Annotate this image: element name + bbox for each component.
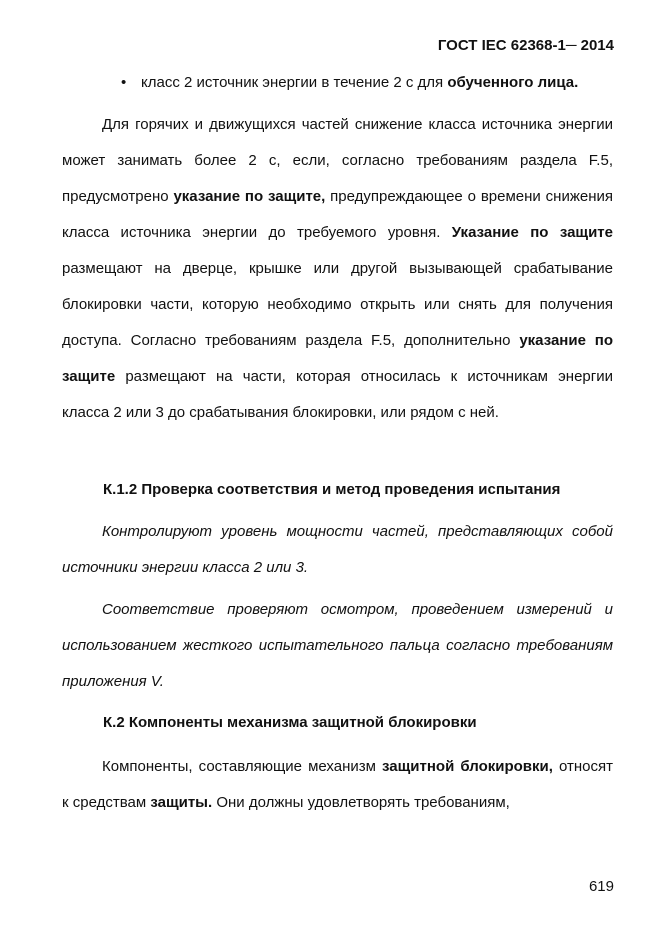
compliance-text-inspection: Соответствие проверяют осмотром, проведением измерений и использованием жесткого испытательного пальца согласно требованиям приложения V. xyxy=(62,601,613,690)
bullet-item xyxy=(121,74,578,92)
paragraph-text: Они должны удовлетворять требованиям, xyxy=(212,794,510,811)
page-number: 619 xyxy=(588,878,614,895)
paragraph-text: предупреждающее о времени снижения класса источника энергии до требуемого уровня. xyxy=(62,188,613,241)
bullet-marker: • xyxy=(121,74,127,91)
paragraph-text: размещают на части, которая относилась к источникам энергии класса 2 или 3 до срабатывания блокировки, или рядом с ней. xyxy=(62,368,613,421)
paragraph-text: относят к средствам xyxy=(62,758,614,811)
term-safety-interlock: защитной блокировки, xyxy=(382,758,553,775)
term-safeguard-instruction: Указание по защите xyxy=(451,224,613,241)
paragraph-hot-moving-parts xyxy=(62,107,613,431)
document-header: ГОСТ IEC 62368-1─ 2014 xyxy=(437,37,614,54)
term-safeguard-instruction: указание по защите, xyxy=(173,188,326,205)
section-heading-k2: К.2 Компоненты механизма защитной блокировки xyxy=(103,714,477,731)
bullet-text: класс 2 источник энергии в течение 2 с для xyxy=(141,74,448,91)
term-safeguard: защиты. xyxy=(150,794,213,811)
paragraph-text: Для горячих и движущихся частей снижение класса источника энергии может занимать более 2 с, если, согласно требованиям раздела F.5, предусмотрено xyxy=(62,116,613,205)
compliance-text-power: Контролируют уровень мощности частей, представляющих собой источники энергии класса 2 или 3. xyxy=(62,523,613,576)
bullet-text-bold: обученного лица. xyxy=(447,74,579,91)
paragraph-text: Компоненты, составляющие механизм xyxy=(102,758,383,775)
term-safeguard-instruction: указание по защите xyxy=(62,332,613,385)
paragraph-text: размещают на дверце, крышке или другой вызывающей срабатывание блокировки части, которую необходимо открыть или снять для получения доступа. Согласно требованиям раздела F.5, дополнительно xyxy=(62,260,613,349)
section-heading-k12: К.1.2 Проверка соответствия и метод проведения испытания xyxy=(103,481,561,498)
paragraph-interlock-components xyxy=(62,749,613,821)
